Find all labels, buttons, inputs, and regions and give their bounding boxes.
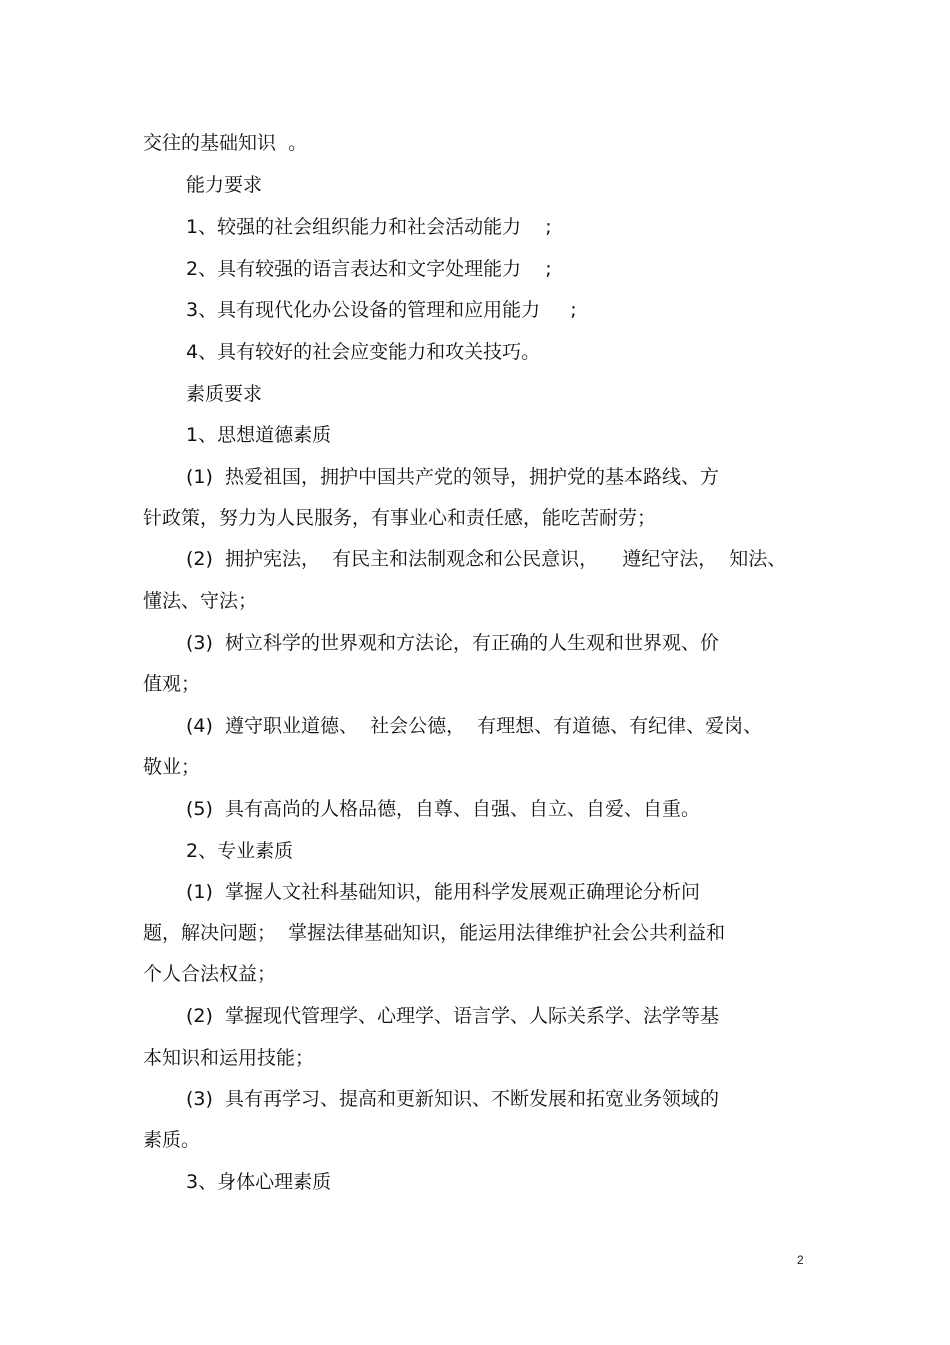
paragraph-line: 素质。 [143,1129,201,1151]
list-item: 2、具有较强的语言表达和文字处理能力 ; [186,258,552,280]
paragraph-line: 题，解决问题； 掌握法律基础知识，能运用法律维护社会公共利益和 [143,922,726,944]
text-line-continuation: 交往的基础知识 。 [143,132,308,154]
paragraph-line: (3) 树立科学的世界观和方法论，有正确的人生观和世界观、价 [186,632,719,654]
paragraph-line: 针政策，努力为人民服务，有事业心和责任感，能吃苦耐劳； [143,507,657,529]
page-number: 2 [797,1253,804,1267]
paragraph-line: (5) 具有高尚的人格品德，自尊、自强、自立、自爱、自重。 [186,798,700,820]
list-item: 1、较强的社会组织能力和社会活动能力 ; [186,216,552,238]
subsection-heading: 3、身体心理素质 [186,1171,332,1193]
list-item: 3、具有现代化办公设备的管理和应用能力 ; [186,299,577,321]
paragraph-line: (1) 热爱祖国，拥护中国共产党的领导，拥护党的基本路线、方 [186,466,719,488]
paragraph-line: 本知识和运用技能； [143,1047,315,1069]
paragraph-line: 懂法、守法； [143,590,258,612]
paragraph-line: (2) 掌握现代管理学、心理学、语言学、人际关系学、法学等基 [186,1005,719,1027]
list-item: 4、具有较好的社会应变能力和攻关技巧。 [186,341,541,363]
paragraph-line: 个人合法权益； [143,963,277,985]
paragraph-line: 值观； [143,673,201,695]
paragraph-line: (1) 掌握人文社科基础知识，能用科学发展观正确理论分析问 [186,881,700,903]
section-heading-ability: 能力要求 [186,174,263,196]
paragraph-line: 敬业； [143,756,201,778]
section-heading-quality: 素质要求 [186,383,263,405]
paragraph-line: (3) 具有再学习、提高和更新知识、不断发展和拓宽业务领域的 [186,1088,719,1110]
subsection-heading: 1、思想道德素质 [186,424,332,446]
paragraph-line: (2) 拥护宪法， 有民主和法制观念和公民意识， 遵纪守法， 知法、 [186,548,787,570]
subsection-heading: 2、专业素质 [186,840,294,862]
paragraph-line: (4) 遵守职业道德、 社会公德， 有理想、有道德、有纪律、爱岗、 [186,715,763,737]
